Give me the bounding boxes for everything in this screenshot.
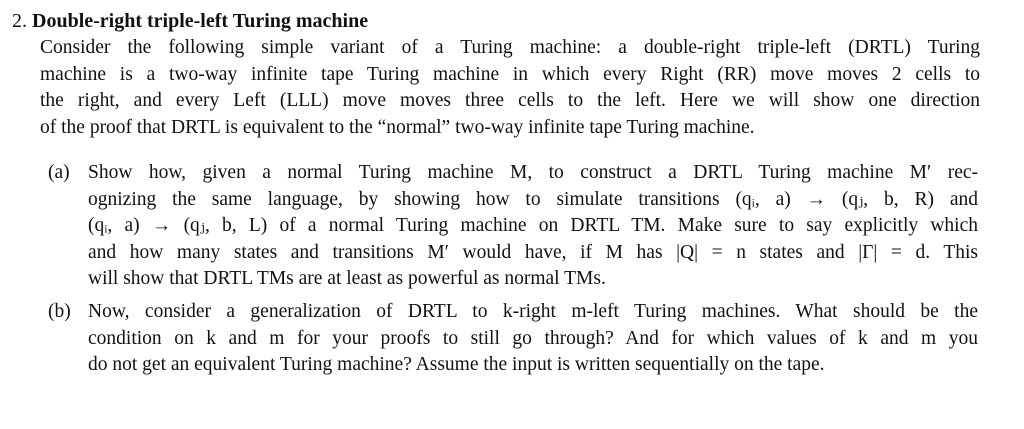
part-a-line: will show that DRTL TMs are at least as powerful as normal TMs. xyxy=(88,268,606,289)
problem-number: 2. xyxy=(12,10,27,32)
part-a-label: (a) xyxy=(48,162,70,183)
intro-line: of the proof that DRTL is equivalent to the “normal” two-way infinite tape Turing machine. xyxy=(40,116,755,138)
intro-line: Consider the following simple variant of a Turing machine: a double-right triple-left (DRTL) Turing xyxy=(40,37,980,58)
problem-intro xyxy=(40,35,980,141)
part-a-line: and how many states and transitions M′ would have, if M has |Q| = n states and |Γ| = d. This xyxy=(88,241,978,263)
part-b-line: condition on k and m for your proofs to still go through? And for which values of k and m you xyxy=(88,327,978,349)
intro-line: the right, and every Left (LLL) move moves three cells to the left. Here we will show one direction xyxy=(40,90,980,111)
problem-title: Double-right triple-left Turing machine xyxy=(32,10,369,32)
problem-heading xyxy=(12,8,368,34)
part-b-body xyxy=(88,299,978,379)
part-a-body xyxy=(88,160,978,293)
part-a-line: ognizing the same language, by showing how to simulate transitions (qᵢ, a) → (qⱼ, b, R) and xyxy=(88,188,978,210)
part-b-line: Now, consider a generalization of DRTL to k-right m-left Turing machines. What should be the xyxy=(88,301,978,322)
part-a-line: (qᵢ, a) → (qⱼ, b, L) of a normal Turing machine on DRTL TM. Make sure to say explicitly which xyxy=(88,215,978,236)
part-b-line: do not get an equivalent Turing machine? Assume the input is written sequentially on the tape. xyxy=(88,354,825,375)
part-a-line: Show how, given a normal Turing machine M, to construct a DRTL Turing machine M′ rec- xyxy=(88,162,978,183)
part-b-label: (b) xyxy=(48,301,71,322)
intro-line: machine is a two-way infinite tape Turing machine in which every Right (RR) move moves 2 cells to xyxy=(40,63,980,85)
